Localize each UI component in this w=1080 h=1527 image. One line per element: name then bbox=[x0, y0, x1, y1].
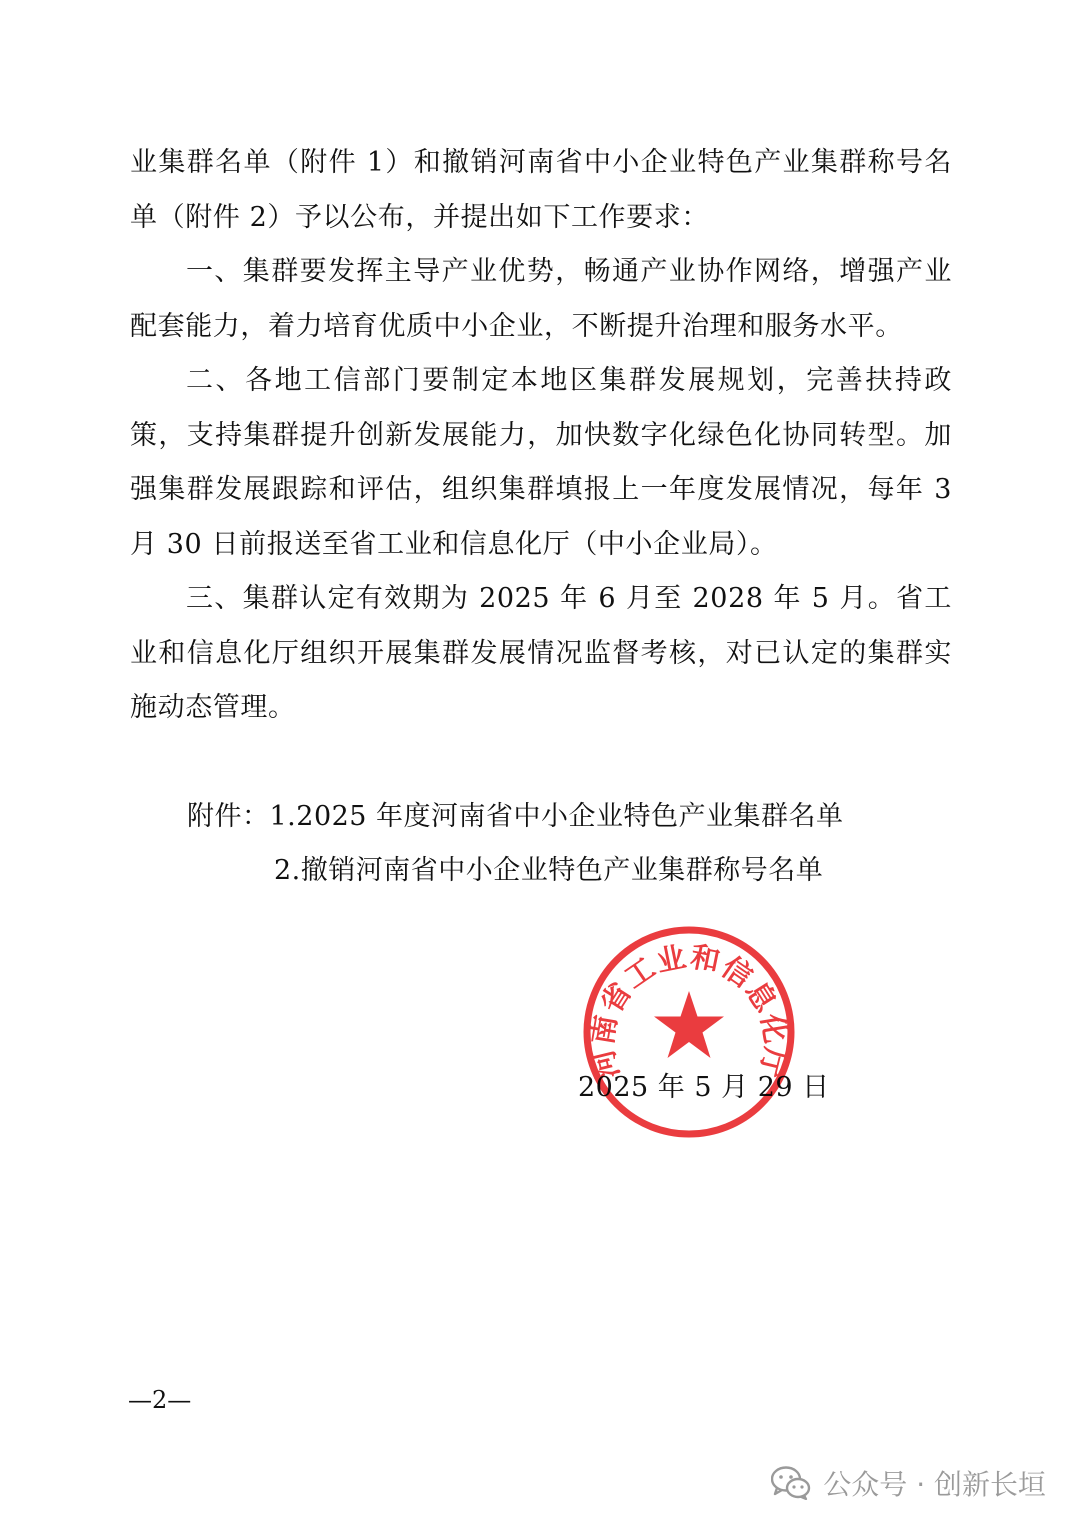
attachments-list bbox=[187, 790, 844, 898]
page-number: —2— bbox=[128, 1386, 192, 1414]
star-icon bbox=[654, 991, 724, 1058]
paragraph-requirement-2: 二、各地工信部门要制定本地区集群发展规划，完善扶持政策，支持集群提升创新发展能力，加快数字化绿色化协同转型。加强集群发展跟踪和评估，组织集群填报上一年度发展情况，每年 3 月 30 日前报送至省工业和信息化厅（中小企业局）。 bbox=[130, 365, 952, 560]
attachment-item-1: 1.2025 年度河南省中小企业特色产业集群名单 bbox=[269, 801, 844, 832]
wechat-account-watermark bbox=[771, 1458, 1046, 1508]
wechat-account-name: 公众号 · 创新长垣 bbox=[823, 1468, 1046, 1501]
issue-date: 2025 年 5 月 29 日 bbox=[578, 1072, 830, 1103]
wechat-icon bbox=[771, 1466, 811, 1500]
attachment-item-2: 2.撤销河南省中小企业特色产业集群称号名单 bbox=[274, 855, 824, 886]
paragraph-requirement-3: 三、集群认定有效期为 2025 年 6 月至 2028 年 5 月。省工业和信息化厅组织开展集群发展情况监督考核，对已认定的集群实施动态管理。 bbox=[130, 583, 952, 723]
document-body bbox=[130, 136, 952, 736]
seal-text: 河南省工业和信息化厅 bbox=[584, 939, 794, 1083]
attachment-row-2 bbox=[187, 844, 844, 898]
attachments-label: 附件： bbox=[187, 801, 270, 832]
paragraph-requirement-1: 一、集群要发挥主导产业优势，畅通产业协作网络，增强产业配套能力，着力培育优质中小企业，不断提升治理和服务水平。 bbox=[130, 256, 952, 342]
paragraph-intro: 业集群名单（附件 1）和撤销河南省中小企业特色产业集群称号名单（附件 2）予以公布，并提出如下工作要求： bbox=[130, 147, 952, 233]
attachment-row-1 bbox=[187, 790, 844, 844]
official-seal bbox=[582, 925, 796, 1139]
